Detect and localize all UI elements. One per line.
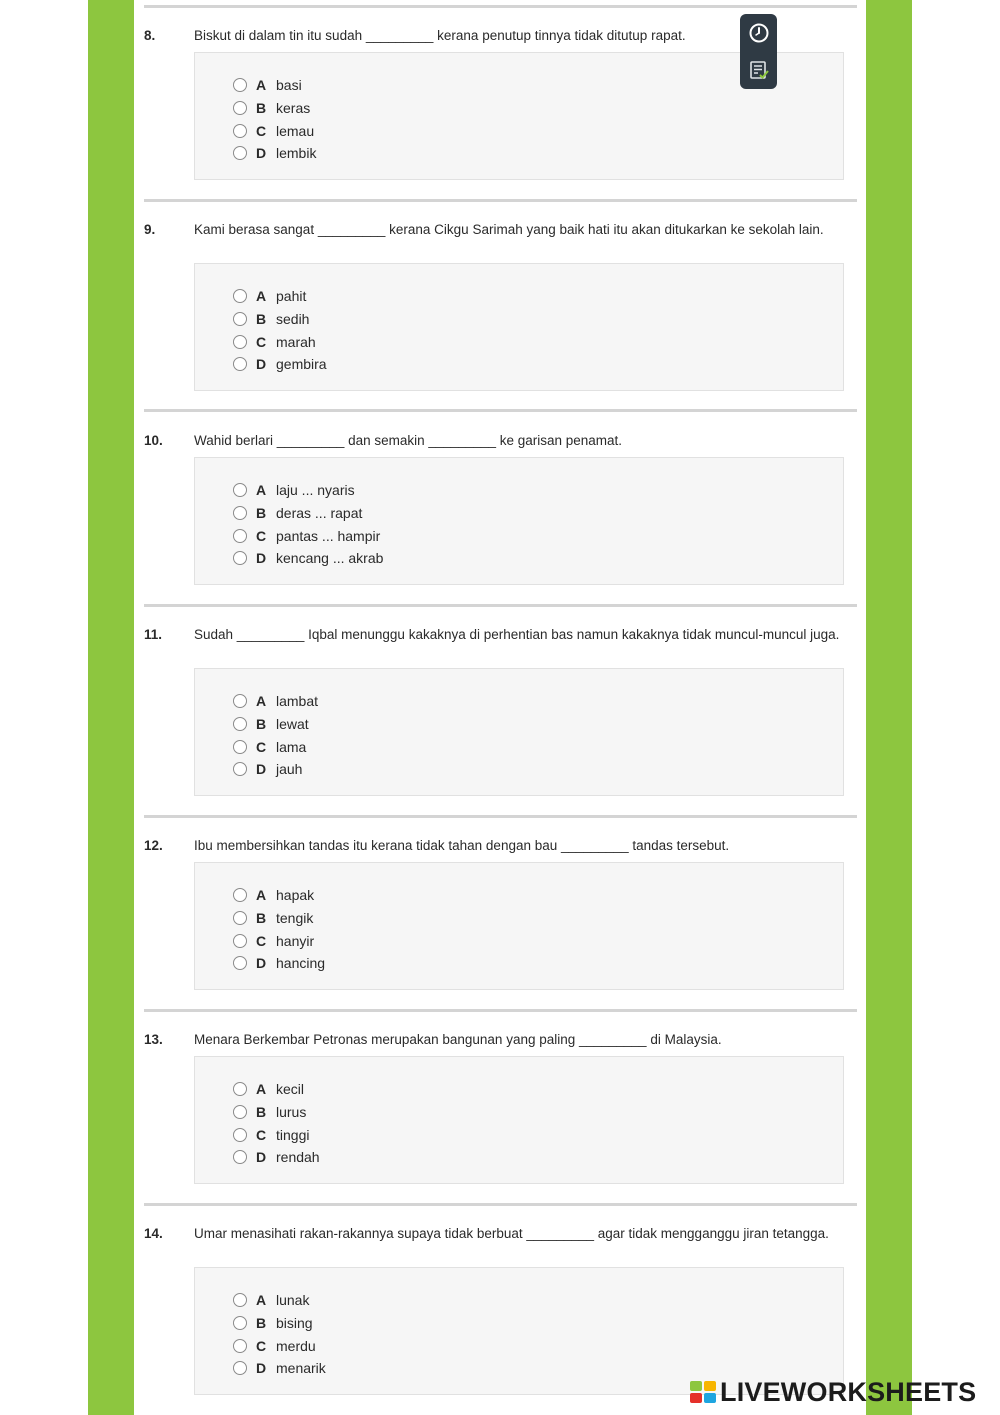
- radio-button[interactable]: [233, 911, 247, 925]
- right-side-band: [866, 0, 912, 1415]
- option-letter: A: [256, 693, 267, 710]
- question-text: Wahid berlari _________ dan semakin _________ ke garisan penamat.: [194, 433, 623, 448]
- question-head: [144, 837, 857, 855]
- option-text: lurus: [276, 1104, 307, 1121]
- floating-toolbar: [740, 14, 777, 89]
- option-d[interactable]: [233, 1357, 326, 1380]
- option-text: sedih: [276, 311, 310, 328]
- question-number: 11.: [144, 627, 163, 642]
- option-text: bising: [276, 1315, 313, 1332]
- option-letter: A: [256, 887, 267, 904]
- options-list: [233, 1078, 320, 1169]
- question-head: [144, 221, 857, 239]
- timer-icon[interactable]: [746, 20, 771, 45]
- option-letter: C: [256, 1337, 267, 1354]
- divider: [144, 5, 857, 8]
- radio-button[interactable]: [233, 1128, 247, 1142]
- option-letter: D: [256, 145, 267, 162]
- option-d[interactable]: [233, 1146, 320, 1169]
- radio-button[interactable]: [233, 1105, 247, 1119]
- radio-button[interactable]: [233, 335, 247, 349]
- option-letter: C: [256, 932, 267, 949]
- question-number: 8.: [144, 28, 156, 43]
- question-11: [144, 626, 857, 778]
- option-text: lemau: [276, 122, 315, 139]
- options-box: [194, 457, 844, 585]
- question-number: 9.: [144, 222, 156, 237]
- logo-mark-icon: [690, 1381, 718, 1403]
- option-text: jauh: [276, 761, 303, 778]
- question-12: [144, 837, 857, 972]
- option-c[interactable]: [233, 1334, 326, 1357]
- option-c[interactable]: [233, 119, 316, 142]
- options-box: [194, 1056, 844, 1184]
- radio-button[interactable]: [233, 1150, 247, 1164]
- option-text: menarik: [276, 1360, 326, 1377]
- radio-button[interactable]: [233, 1339, 247, 1353]
- option-letter: D: [256, 1149, 267, 1166]
- radio-button[interactable]: [233, 1082, 247, 1096]
- radio-button[interactable]: [233, 146, 247, 160]
- option-text: merdu: [276, 1337, 316, 1354]
- option-c[interactable]: [233, 735, 318, 758]
- options-box: [194, 668, 844, 796]
- option-letter: A: [256, 77, 267, 94]
- question-head: [144, 626, 857, 644]
- option-letter: C: [256, 333, 267, 350]
- option-text: hancing: [276, 955, 326, 972]
- question-text: Menara Berkembar Petronas merupakan bangunan yang paling _________ di Malaysia.: [194, 1032, 722, 1047]
- option-a[interactable]: [233, 884, 325, 907]
- option-text: gembira: [276, 356, 327, 373]
- option-text: lembik: [276, 145, 317, 162]
- options-list: [233, 1289, 326, 1380]
- option-letter: A: [256, 1081, 267, 1098]
- option-a[interactable]: [233, 285, 327, 308]
- option-letter: B: [256, 910, 267, 927]
- question-number: 12.: [144, 838, 163, 853]
- option-b[interactable]: [233, 1101, 320, 1124]
- options-list: [233, 690, 318, 781]
- option-letter: B: [256, 311, 267, 328]
- option-letter: D: [256, 1360, 267, 1377]
- option-letter: C: [256, 527, 267, 544]
- divider: [144, 815, 857, 818]
- option-d[interactable]: [233, 547, 383, 570]
- question-head: [144, 432, 857, 450]
- option-text: tinggi: [276, 1126, 310, 1143]
- radio-button[interactable]: [233, 740, 247, 754]
- option-c[interactable]: [233, 929, 325, 952]
- option-text: kecil: [276, 1081, 305, 1098]
- option-letter: B: [256, 1104, 267, 1121]
- option-letter: D: [256, 955, 267, 972]
- question-10: [144, 432, 857, 567]
- radio-button[interactable]: [233, 289, 247, 303]
- radio-button[interactable]: [233, 762, 247, 776]
- option-letter: A: [256, 288, 267, 305]
- option-letter: D: [256, 761, 267, 778]
- options-list: [233, 479, 383, 570]
- option-a[interactable]: [233, 479, 383, 502]
- option-text: laju ... nyaris: [276, 482, 355, 499]
- options-list: [233, 285, 327, 376]
- question-text: Sudah _________ Iqbal menunggu kakaknya di perhentian bas namun kakaknya tidak muncul-muncul juga.: [194, 627, 840, 642]
- option-a[interactable]: [233, 690, 318, 713]
- radio-button[interactable]: [233, 529, 247, 543]
- radio-button[interactable]: [233, 101, 247, 115]
- option-letter: A: [256, 482, 267, 499]
- option-text: hanyir: [276, 932, 315, 949]
- option-letter: B: [256, 505, 267, 522]
- option-letter: D: [256, 356, 267, 373]
- radio-button[interactable]: [233, 956, 247, 970]
- option-b[interactable]: [233, 502, 383, 525]
- option-a[interactable]: [233, 1078, 320, 1101]
- option-letter: A: [256, 1292, 267, 1309]
- option-text: kencang ... akrab: [276, 550, 384, 567]
- options-list: [233, 74, 316, 165]
- option-text: pantas ... hampir: [276, 527, 381, 544]
- radio-button[interactable]: [233, 934, 247, 948]
- radio-button[interactable]: [233, 694, 247, 708]
- radio-button[interactable]: [233, 483, 247, 497]
- options-list: [233, 884, 325, 975]
- option-d[interactable]: [233, 353, 327, 376]
- checklist-icon[interactable]: [746, 57, 771, 82]
- option-b[interactable]: [233, 907, 325, 930]
- option-text: basi: [276, 77, 302, 94]
- option-letter: D: [256, 550, 267, 567]
- option-text: hapak: [276, 887, 315, 904]
- option-a[interactable]: [233, 74, 316, 97]
- option-text: lewat: [276, 716, 309, 733]
- option-text: lama: [276, 738, 307, 755]
- option-d[interactable]: [233, 758, 318, 781]
- option-text: rendah: [276, 1149, 320, 1166]
- option-letter: C: [256, 738, 267, 755]
- left-side-band: [88, 0, 134, 1415]
- radio-button[interactable]: [233, 357, 247, 371]
- options-box: [194, 263, 844, 391]
- option-text: tengik: [276, 910, 314, 927]
- option-text: deras ... rapat: [276, 505, 363, 522]
- divider: [144, 409, 857, 412]
- question-14: [144, 1225, 857, 1377]
- option-letter: C: [256, 122, 267, 139]
- question-9: [144, 221, 857, 373]
- question-text: Ibu membersihkan tandas itu kerana tidak tahan dengan bau _________ tandas tersebut.: [194, 838, 730, 853]
- radio-button[interactable]: [233, 1293, 247, 1307]
- option-b[interactable]: [233, 97, 316, 120]
- radio-button[interactable]: [233, 551, 247, 565]
- options-box: [194, 862, 844, 990]
- option-b[interactable]: [233, 1312, 326, 1335]
- option-b[interactable]: [233, 308, 327, 331]
- option-d[interactable]: [233, 952, 325, 975]
- option-text: marah: [276, 333, 316, 350]
- question-head: [144, 1225, 857, 1243]
- option-a[interactable]: [233, 1289, 326, 1312]
- option-text: lunak: [276, 1292, 310, 1309]
- option-c[interactable]: [233, 1123, 320, 1146]
- question-13: [144, 1031, 857, 1166]
- divider: [144, 604, 857, 607]
- radio-button[interactable]: [233, 888, 247, 902]
- option-letter: B: [256, 100, 267, 117]
- liveworksheets-logo: [690, 1373, 990, 1411]
- radio-button[interactable]: [233, 717, 247, 731]
- option-text: lambat: [276, 693, 319, 710]
- question-text: Umar menasihati rakan-rakannya supaya tidak berbuat _________ agar tidak mengganggu jiran tetangga.: [194, 1226, 829, 1241]
- question-text: Kami berasa sangat _________ kerana Cikgu Sarimah yang baik hati itu akan ditukarkan ke sekolah lain.: [194, 222, 824, 237]
- option-c[interactable]: [233, 330, 327, 353]
- option-d[interactable]: [233, 142, 316, 165]
- radio-button[interactable]: [233, 1361, 247, 1375]
- divider: [144, 1203, 857, 1206]
- divider: [144, 1009, 857, 1012]
- option-c[interactable]: [233, 524, 383, 547]
- question-number: 14.: [144, 1226, 163, 1241]
- option-text: keras: [276, 100, 311, 117]
- question-head: [144, 1031, 857, 1049]
- option-letter: B: [256, 1315, 267, 1332]
- option-text: pahit: [276, 288, 307, 305]
- option-letter: B: [256, 716, 267, 733]
- option-letter: C: [256, 1126, 267, 1143]
- question-number: 13.: [144, 1032, 163, 1047]
- question-number: 10.: [144, 433, 163, 448]
- radio-button[interactable]: [233, 78, 247, 92]
- radio-button[interactable]: [233, 506, 247, 520]
- divider: [144, 199, 857, 202]
- question-text: Biskut di dalam tin itu sudah _________ kerana penutup tinnya tidak ditutup rapat.: [194, 28, 686, 43]
- logo-text: LIVEWORKSHEETS: [720, 1376, 977, 1407]
- radio-button[interactable]: [233, 1316, 247, 1330]
- radio-button[interactable]: [233, 124, 247, 138]
- radio-button[interactable]: [233, 312, 247, 326]
- option-b[interactable]: [233, 713, 318, 736]
